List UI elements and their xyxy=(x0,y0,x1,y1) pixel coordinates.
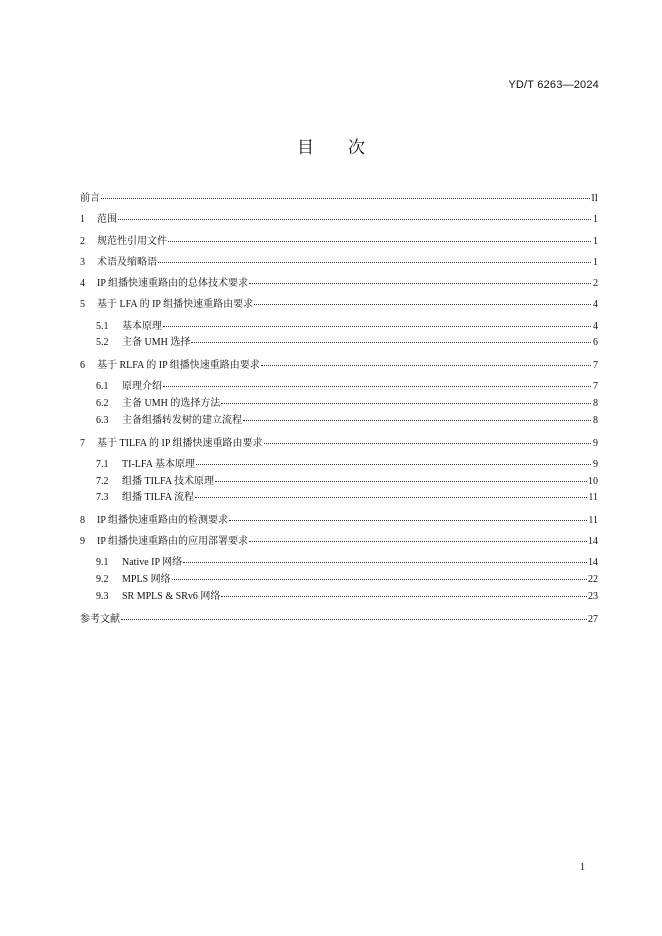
toc-entry-title: 主备 UMH 选择 xyxy=(122,337,191,349)
toc-entry-number: 7.2 xyxy=(96,475,109,487)
toc-entry-title: 前言 xyxy=(80,193,100,204)
toc-entry-8[interactable] xyxy=(80,510,598,531)
toc-entry-9-3[interactable] xyxy=(80,589,598,606)
toc-entry-number: 8 xyxy=(80,514,85,526)
toc-entry-page: 10 xyxy=(588,475,598,487)
toc-entry-number: 6.1 xyxy=(96,381,109,393)
toc-entry-number: 6.2 xyxy=(96,398,109,410)
toc-entry-page: 7 xyxy=(593,360,598,372)
page-number: 1 xyxy=(580,862,585,873)
toc-entry-title: 组播 TILFA 技术原理 xyxy=(122,475,215,487)
toc-entry-title: IP 组播快速重路由的应用部署要求 xyxy=(97,536,249,548)
dot-leader xyxy=(121,619,587,620)
toc-entry-6-1[interactable] xyxy=(80,379,598,396)
dot-leader xyxy=(261,365,591,366)
toc-entry-number: 3 xyxy=(80,256,85,268)
toc-entry-7-1[interactable] xyxy=(80,457,598,474)
toc-entry-page: 14 xyxy=(588,557,598,569)
toc-entry-number: 9.1 xyxy=(96,557,109,569)
toc-entry-7-2[interactable] xyxy=(80,474,598,491)
toc-entry-number: 7.1 xyxy=(96,458,109,470)
dot-leader xyxy=(118,219,591,220)
toc-entry-page: 1 xyxy=(593,214,598,226)
toc-entry-page: 9 xyxy=(593,437,598,449)
toc-entry-number: 6.3 xyxy=(96,414,109,426)
dot-leader xyxy=(215,481,587,482)
toc-entry-page: 9 xyxy=(593,458,598,470)
toc-entry-page: 7 xyxy=(593,381,598,393)
toc-entry-number: 6 xyxy=(80,360,85,372)
toc-entry-title: 范围 xyxy=(97,214,117,226)
toc-entry-title: 组播 TILFA 流程 xyxy=(122,492,195,504)
toc-entry-number: 9 xyxy=(80,536,85,548)
dot-leader xyxy=(172,579,587,580)
toc-entry-number: 9.2 xyxy=(96,574,109,586)
toc-entry-7[interactable] xyxy=(80,433,598,454)
dot-leader xyxy=(221,596,587,597)
dot-leader xyxy=(243,420,591,421)
toc-entry-title: IP 组播快速重路由的总体技术要求 xyxy=(97,278,249,290)
toc-entry-page: II xyxy=(591,193,598,204)
table-of-contents xyxy=(80,188,598,630)
dot-leader xyxy=(254,304,591,305)
toc-entry-4[interactable] xyxy=(80,273,598,294)
toc-entry-title: 规范性引用文件 xyxy=(97,235,167,247)
dot-leader xyxy=(196,464,591,465)
toc-entry-references[interactable] xyxy=(80,609,598,630)
toc-entry-number: 7 xyxy=(80,437,85,449)
toc-entry-5-2[interactable] xyxy=(80,335,598,352)
toc-entry-foreword[interactable] xyxy=(80,188,598,209)
toc-entry-2[interactable] xyxy=(80,231,598,252)
toc-entry-number: 5 xyxy=(80,299,85,311)
toc-entry-5[interactable] xyxy=(80,294,598,315)
toc-entry-title: 参考文献 xyxy=(80,613,120,625)
standard-code: YD/T 6263—2024 xyxy=(508,79,599,91)
toc-title: 目次 xyxy=(297,138,399,158)
toc-entry-1[interactable] xyxy=(80,209,598,230)
toc-entry-6-3[interactable] xyxy=(80,413,598,430)
toc-entry-page: 1 xyxy=(593,235,598,247)
toc-entry-title: 基本原理 xyxy=(122,320,162,332)
toc-entry-page: 27 xyxy=(588,613,598,625)
dot-leader xyxy=(163,326,591,327)
toc-entry-number: 2 xyxy=(80,235,85,247)
dot-leader xyxy=(158,262,591,263)
toc-entry-7-3[interactable] xyxy=(80,490,598,507)
toc-entry-3[interactable] xyxy=(80,252,598,273)
toc-entry-6[interactable] xyxy=(80,355,598,376)
toc-entry-page: 2 xyxy=(593,278,598,290)
toc-entry-number: 4 xyxy=(80,278,85,290)
toc-entry-page: 8 xyxy=(593,414,598,426)
toc-entry-9-2[interactable] xyxy=(80,572,598,589)
toc-entry-page: 1 xyxy=(593,256,598,268)
toc-entry-page: 23 xyxy=(588,590,598,602)
dot-leader xyxy=(264,443,591,444)
toc-entry-title: Native IP 网络 xyxy=(122,557,183,569)
dot-leader xyxy=(191,342,591,343)
toc-entry-9-1[interactable] xyxy=(80,555,598,572)
toc-entry-number: 5.2 xyxy=(96,337,109,349)
dot-leader xyxy=(195,497,587,498)
dot-leader xyxy=(221,403,591,404)
toc-entry-number: 7.3 xyxy=(96,492,109,504)
toc-entry-title: TI-LFA 基本原理 xyxy=(122,458,195,470)
toc-entry-title: 主备组播转发树的建立流程 xyxy=(122,414,242,426)
toc-entry-title: 基于 TILFA 的 IP 组播快速重路由要求 xyxy=(97,437,263,449)
dot-leader xyxy=(249,541,587,542)
toc-entry-page: 22 xyxy=(588,574,598,586)
toc-entry-9[interactable] xyxy=(80,531,598,552)
toc-entry-title: 基于 LFA 的 IP 组播快速重路由要求 xyxy=(97,299,254,311)
toc-entry-title: 原理介绍 xyxy=(122,381,162,393)
toc-entry-page: 6 xyxy=(593,337,598,349)
toc-entry-6-2[interactable] xyxy=(80,396,598,413)
toc-entry-page: 4 xyxy=(593,320,598,332)
toc-entry-title: 基于 RLFA 的 IP 组播快速重路由要求 xyxy=(97,360,260,372)
toc-entry-5-1[interactable] xyxy=(80,319,598,336)
toc-entry-number: 1 xyxy=(80,214,85,226)
dot-leader xyxy=(163,386,591,387)
toc-entry-page: 14 xyxy=(588,536,598,548)
toc-entry-page: 11 xyxy=(588,492,598,504)
dot-leader xyxy=(101,198,590,199)
toc-entry-number: 5.1 xyxy=(96,320,109,332)
toc-entry-title: MPLS 网络 xyxy=(122,574,171,586)
toc-entry-page: 8 xyxy=(593,398,598,410)
toc-entry-number: 9.3 xyxy=(96,590,109,602)
toc-entry-page: 11 xyxy=(588,514,598,526)
dot-leader xyxy=(168,241,591,242)
toc-entry-title: SR MPLS & SRv6 网络 xyxy=(122,590,221,602)
dot-leader xyxy=(229,520,587,521)
toc-entry-title: 术语及缩略语 xyxy=(97,256,157,268)
toc-entry-title: 主备 UMH 的选择方法 xyxy=(122,398,221,410)
toc-entry-title: IP 组播快速重路由的检测要求 xyxy=(97,514,229,526)
dot-leader xyxy=(183,562,587,563)
dot-leader xyxy=(249,283,591,284)
toc-entry-page: 4 xyxy=(593,299,598,311)
